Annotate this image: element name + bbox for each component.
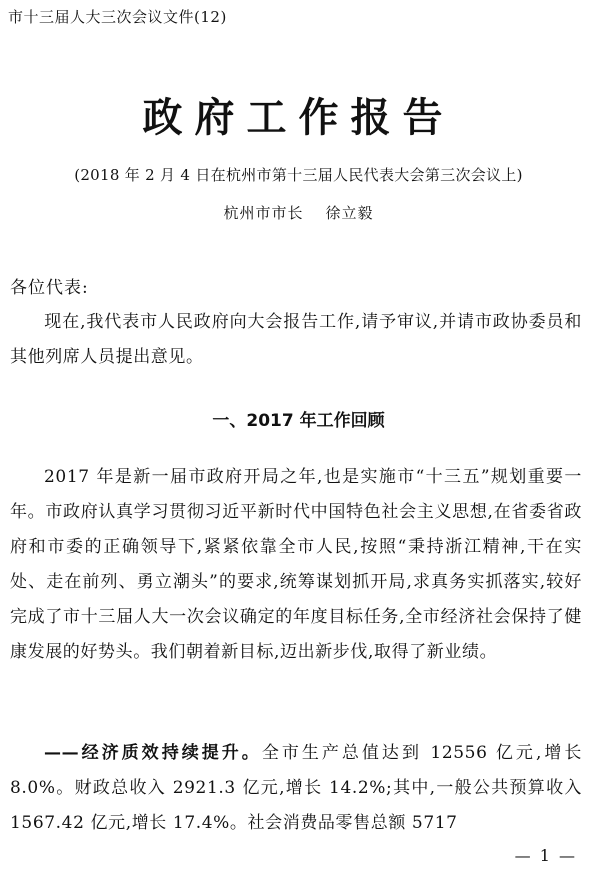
- review-paragraph-text: 2017 年是新一届市政府开局之年,也是实施市“十三五”规划重要一年。市政府认真学习贯彻习近平新时代中国特色社会主义思想,在省委省政府和市委的正确领导下,紧紧依靠全市人民,按照“秉持浙江精神,干在实处、走在前列、勇立潮头”的要求,统筹谋划抓开局,求真务实抓落实,较好完成了市十三届人大一次会议确定的年度目标任务,全市经济社会保持了健康发展的好势头。我们朝着新目标,迈出新步伐,取得了新业绩。: [10, 467, 582, 662]
- opening-paragraph: [10, 305, 582, 375]
- salutation: 各位代表:: [10, 278, 89, 298]
- author-line: [0, 202, 597, 223]
- economy-lead: ——经济质效持续提升。: [44, 743, 262, 763]
- opening-paragraph-text: 现在,我代表市人民政府向大会报告工作,请予审议,并请市政协委员和其他列席人员提出意见。: [10, 312, 582, 367]
- review-paragraph: [10, 460, 582, 670]
- economy-paragraph: [10, 736, 582, 841]
- author-title: 杭州市市长: [223, 204, 304, 222]
- document-header: 市十三届人大三次会议文件(12): [8, 8, 227, 26]
- page-number: — 1 —: [514, 846, 577, 865]
- document-title: 政府工作报告: [142, 94, 455, 141]
- document-subtitle: (2018 年 2 月 4 日在杭州市第十三届人民代表大会第三次会议上): [74, 166, 523, 184]
- author-name: 徐立毅: [325, 204, 374, 222]
- section-heading: 一、2017 年工作回顾: [212, 411, 385, 431]
- economy-text: 全市生产总值达到 12556 亿元,增长 8.0%。财政总收入 2921.3 亿元,增长 14.2%;其中,一般公共预算收入 1567.42 亿元,增长 17.4%。社会消费品零售总额 5717: [10, 743, 582, 833]
